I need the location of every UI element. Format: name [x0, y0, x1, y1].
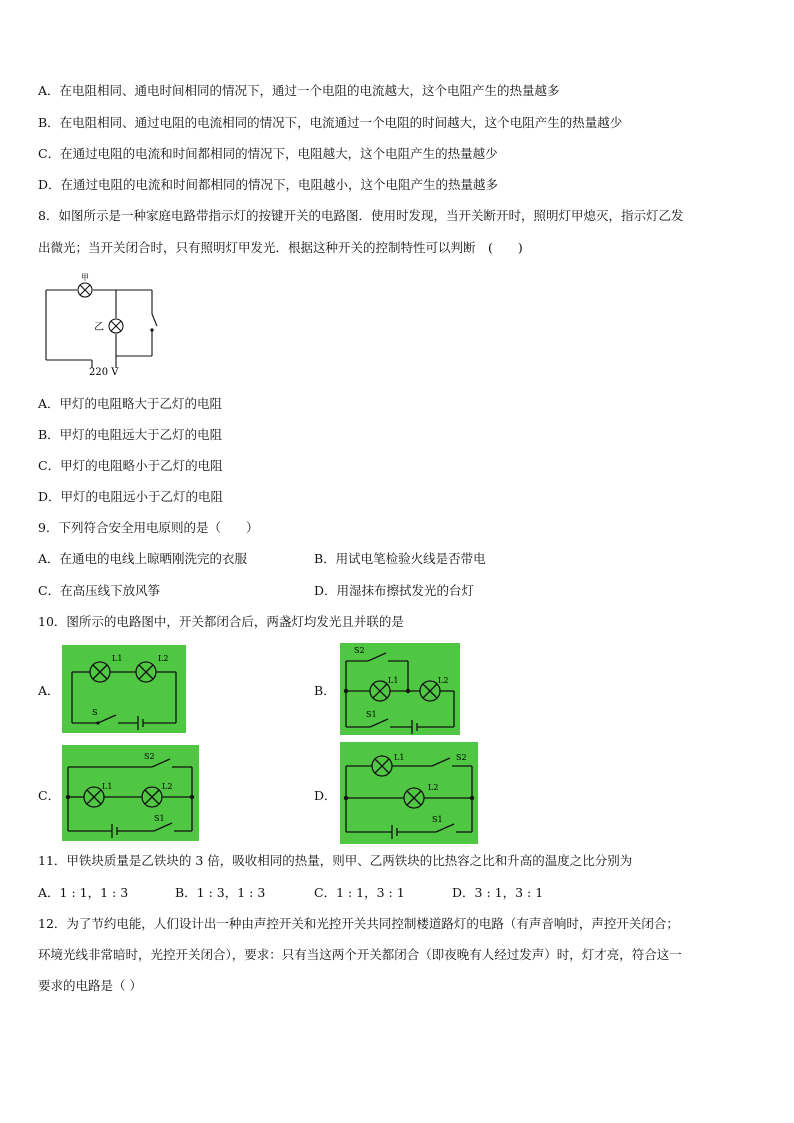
q10-label-b: B． [314, 683, 336, 698]
q10c-label-l2: L2 [162, 782, 173, 791]
q11-option-a: A．1 : 1，1 : 3 [38, 885, 129, 900]
q10a-label-s: S [92, 708, 98, 717]
q9-option-a: A．在通电的电线上晾晒刚洗完的衣服 [38, 551, 248, 566]
q10c-label-s1: S1 [154, 814, 165, 823]
q10-circuit-b [340, 643, 460, 735]
q8-option-d: D．甲灯的电阻远小于乙灯的电阻 [38, 489, 224, 504]
q9-stem: 9．下列符合安全用电原则的是（ ） [38, 520, 259, 535]
q11-option-d: D．3 : 1，3 : 1 [452, 885, 544, 900]
q8-option-a: A．甲灯的电阻略大于乙灯的电阻 [38, 396, 223, 411]
q10b-label-s1: S1 [366, 710, 377, 719]
q8-stem-line1: 8．如图所示是一种家庭电路带指示灯的按键开关的电路图．使用时发现，当开关断开时，照明灯甲熄灭，指示灯乙发 [38, 208, 684, 223]
q10-stem: 10．图所示的电路图中，开关都闭合后，两盏灯均发光且并联的是 [38, 614, 404, 629]
q10c-label-l1: L1 [102, 782, 113, 791]
q10-label-c: C． [38, 788, 61, 803]
q12-stem-line3: 要求的电路是（ ） [38, 978, 142, 993]
q10-label-a: A． [38, 683, 60, 698]
q8-option-b: B．甲灯的电阻远大于乙灯的电阻 [38, 427, 223, 442]
q10-circuit-d [340, 742, 478, 844]
q10b-label-l1: L1 [388, 676, 399, 685]
q10a-label-l1: L1 [112, 654, 123, 663]
q11-option-c: C．1 : 1，3 : 1 [314, 885, 405, 900]
q9-option-b: B．用试电笔检验火线是否带电 [314, 551, 486, 566]
q11-option-b: B．1 : 3，1 : 3 [175, 885, 266, 900]
q7-option-c: C．在通过电阻的电流和时间都相同的情况下，电阻越大，这个电阻产生的热量越少 [38, 146, 498, 161]
q10c-label-s2: S2 [144, 752, 155, 761]
q10d-label-l2: L2 [428, 783, 439, 792]
q10d-label-s1: S1 [432, 815, 443, 824]
q9-option-d: D．用湿抹布擦拭发光的台灯 [314, 583, 475, 598]
q8-option-c: C．甲灯的电阻略小于乙灯的电阻 [38, 458, 223, 473]
q10b-label-l2: L2 [438, 676, 449, 685]
q10-label-d: D． [314, 788, 337, 803]
q10d-label-l1: L1 [394, 753, 405, 762]
q10b-label-s2: S2 [354, 646, 365, 655]
q8-label-voltage: 220 V [89, 367, 119, 378]
q7-option-a: A．在电阻相同、通电时间相同的情况下，通过一个电阻的电流越大，这个电阻产生的热量越多 [38, 83, 560, 98]
q12-stem-line1: 12．为了节约电能，人们设计出一种由声控开关和光控开关共同控制楼道路灯的电路（有声音响时，声控开关闭合； [38, 916, 679, 931]
q10-circuit-c [62, 745, 199, 841]
q10a-label-l2: L2 [158, 654, 169, 663]
q7-option-d: D．在通过电阻的电流和时间都相同的情况下，电阻越小，这个电阻产生的热量越多 [38, 177, 499, 192]
q11-stem: 11．甲铁块质量是乙铁块的 3 倍，吸收相同的热量，则甲、乙两铁块的比热容之比和升高的温度之比分别为 [38, 853, 633, 868]
q12-stem-line2: 环境光线非常暗时，光控开关闭合），要求：只有当这两个开关都闭合（即夜晚有人经过发声）时，灯才亮，符合这一 [38, 947, 682, 962]
q8-stem-line2: 出微光；当开关闭合时，只有照明灯甲发光．根据这种开关的控制特性可以判断 ( ) [38, 240, 523, 255]
q10d-label-s2: S2 [456, 753, 467, 762]
q8-label-yi: 乙 [94, 322, 104, 333]
q9-option-c: C．在高压线下放风筝 [38, 583, 161, 598]
q8-label-jia: 甲 [81, 273, 89, 282]
q8-circuit-figure [40, 272, 170, 378]
q7-option-b: B．在电阻相同、通过电阻的电流相同的情况下，电流通过一个电阻的时间越大，这个电阻产生的热量越少 [38, 115, 623, 130]
q10-circuit-a [62, 645, 186, 733]
